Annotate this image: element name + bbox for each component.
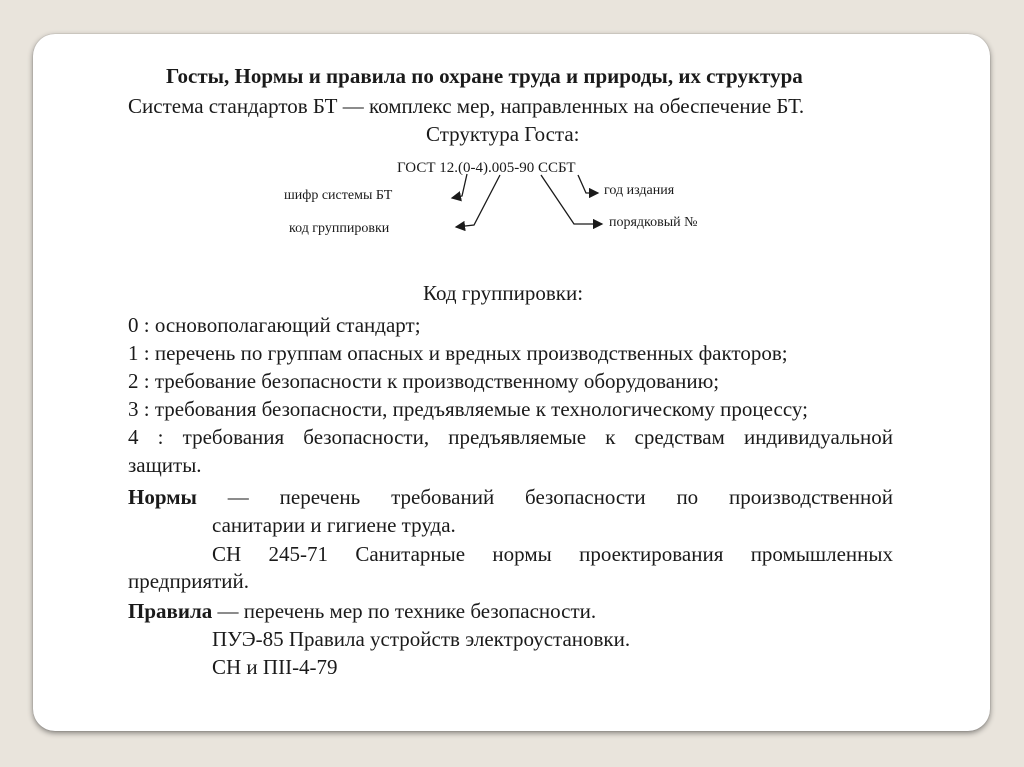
subtitle: Система стандартов БТ — комплекс мер, направленных на обеспечение БТ. xyxy=(128,94,805,118)
arrow-to-number xyxy=(541,175,602,224)
grouping-heading: Код группировки: xyxy=(423,281,584,305)
norms-example: СН 245-71 Санитарные нормы проектирования промышленных xyxy=(212,542,893,566)
arrow-to-cipher xyxy=(452,174,467,198)
norms-definition-cont: санитарии и гигиене труда. xyxy=(212,513,456,537)
grouping-item-4: 4 : требования безопасности, предъявляемые к средствам индивидуальной xyxy=(128,425,893,449)
group-label: код группировки xyxy=(289,221,390,236)
structure-heading: Структура Госта: xyxy=(426,122,580,146)
arrow-to-group xyxy=(456,175,500,227)
norms-definition: — перечень требований безопасности по производственной xyxy=(196,485,893,509)
grouping-item-0: 0 : основополагающий стандарт; xyxy=(128,313,421,337)
grouping-item-1: 1 : перечень по группам опасных и вредных производственных факторов; xyxy=(128,341,788,365)
norms-example-cont: предприятий. xyxy=(128,569,250,593)
year-label: год издания xyxy=(604,183,675,198)
norms-line xyxy=(128,485,893,510)
rules-definition: — перечень мер по технике безопасности. xyxy=(212,599,597,623)
cipher-label: шифр системы БТ xyxy=(284,188,393,203)
grouping-item-3: 3 : требования безопасности, предъявляемые к технологическому процессу; xyxy=(128,397,808,421)
grouping-item-5: защиты. xyxy=(128,453,202,477)
rules-example-1: ПУЭ-85 Правила устройств электроустановки. xyxy=(212,627,631,651)
number-label: порядковый № xyxy=(609,215,698,230)
arrow-to-year xyxy=(578,175,598,193)
rules-term: Правила xyxy=(128,599,213,623)
rules-example-2: СН и ПII-4-79 xyxy=(212,655,338,679)
grouping-item-2: 2 : требование безопасности к производственному оборудованию; xyxy=(128,369,720,393)
norms-term: Нормы xyxy=(128,485,197,509)
page-title: Госты, Нормы и правила по охране труда и природы, их структура xyxy=(166,64,803,88)
rules-line xyxy=(128,599,596,624)
gost-code: ГОСТ 12.(0-4).005-90 ССБТ xyxy=(397,160,576,176)
